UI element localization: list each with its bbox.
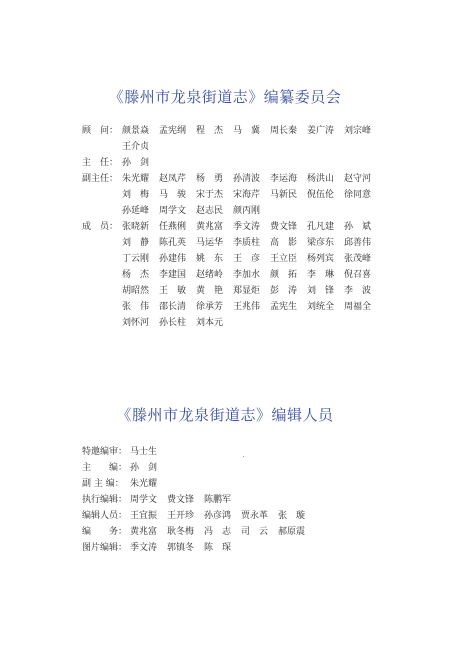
role-label: 图片编辑： [82, 543, 128, 553]
role-row [82, 540, 400, 556]
names-group [130, 524, 400, 540]
person-name: 张 璇 [278, 511, 306, 521]
role-row [82, 524, 400, 540]
person-name: 赵绪岭 [196, 270, 224, 280]
person-name: 赵凤芹 [159, 174, 187, 184]
person-name: 王宜振 [130, 511, 158, 521]
person-name: 王开珍 [167, 511, 195, 521]
person-name: 李建国 [159, 270, 187, 280]
role-label: 成 员： [82, 222, 119, 232]
person-name: 孟宪生 [270, 302, 298, 312]
person-name: 孔凡建 [307, 222, 335, 232]
person-name: 刘怀河 [122, 318, 150, 328]
staff-list [82, 444, 400, 556]
role-row [82, 155, 382, 171]
role-label: 主 编： [82, 463, 128, 473]
person-name: 杨 杰 [122, 270, 150, 280]
person-name: 孙建伟 [159, 254, 187, 264]
person-name: 颜丙刚 [233, 206, 261, 216]
person-name: 陈孔英 [159, 238, 187, 248]
person-name: 刘 梅 [122, 190, 150, 200]
role-row [82, 444, 400, 460]
person-name: 季文涛 [130, 543, 158, 553]
person-name: 邱善伟 [344, 238, 372, 248]
role-row [82, 476, 400, 492]
person-name: 贾永革 [241, 511, 269, 521]
role-row [82, 492, 400, 508]
person-name: 杨洪山 [307, 174, 335, 184]
role-label: 主 任： [82, 158, 119, 168]
person-name: 颜 拓 [270, 270, 298, 280]
person-name: 徐承芳 [196, 302, 224, 312]
person-name: 孙延峰 [122, 206, 150, 216]
role-label: 顾 问： [82, 126, 119, 136]
role-label: 副 主 编： [82, 479, 124, 489]
person-name: 张 伟 [122, 302, 150, 312]
person-name: 季文涛 [233, 222, 261, 232]
person-name: 周长秦 [270, 126, 298, 136]
person-name: 刘 静 [122, 238, 150, 248]
person-name: 朱光耀 [122, 174, 150, 184]
person-name: 杨 勇 [196, 174, 224, 184]
person-name: 费文锋 [270, 222, 298, 232]
person-name: 张晓新 [122, 222, 150, 232]
person-name: 陈 琛 [204, 543, 232, 553]
person-name: 宋于杰 [196, 190, 224, 200]
names-group [130, 444, 400, 460]
role-row [82, 123, 382, 155]
person-name: 丁云刚 [122, 254, 150, 264]
person-name: 冯 志 [204, 527, 232, 537]
person-name: 马 骏 [159, 190, 187, 200]
person-name: 张茂峰 [344, 254, 372, 264]
person-name: 倪召喜 [344, 270, 372, 280]
person-name: 梁彦东 [307, 238, 335, 248]
person-name: 周学文 [130, 495, 158, 505]
names-group [122, 123, 382, 155]
role-row [82, 219, 382, 331]
person-name: 高 影 [270, 238, 298, 248]
person-name: 李 琳 [307, 270, 335, 280]
person-name: 黄 艳 [196, 286, 224, 296]
person-name: 郑显炬 [233, 286, 261, 296]
role-label: 编 务： [82, 527, 128, 537]
role-label: 副主任： [82, 174, 119, 184]
person-name: 周学文 [159, 206, 187, 216]
committee-title: 《滕州市龙泉街道志》编纂委员会 [108, 88, 342, 106]
person-name: 孙 剑 [130, 463, 158, 473]
role-label: 执行编辑： [82, 495, 128, 505]
person-name: 孙 剑 [122, 158, 150, 168]
person-name: 徐同意 [344, 190, 372, 200]
person-name: 孙清波 [233, 174, 261, 184]
person-name: 姜广涛 [307, 126, 335, 136]
names-group [122, 171, 382, 219]
person-name: 王兆伟 [233, 302, 261, 312]
person-name: 李加水 [233, 270, 261, 280]
person-name: 孙 斌 [344, 222, 372, 232]
person-name: 王 敏 [159, 286, 187, 296]
names-group [130, 460, 400, 476]
person-name: 刘宗峰 [344, 126, 372, 136]
person-name: 赵守河 [344, 174, 372, 184]
person-name: 孙长柱 [159, 318, 187, 328]
role-row [82, 460, 400, 476]
role-row [82, 508, 400, 524]
person-name: 郭镇冬 [167, 543, 195, 553]
person-name: 王 彦 [233, 254, 261, 264]
person-name: 李运海 [270, 174, 298, 184]
person-name: 任燕俐 [159, 222, 187, 232]
names-group [122, 155, 382, 171]
person-name: 马士生 [130, 447, 158, 457]
person-name: 陈鹏军 [204, 495, 232, 505]
names-group [130, 508, 400, 524]
person-name: 马 冀 [233, 126, 261, 136]
names-group [130, 540, 400, 556]
person-name: 周福全 [344, 302, 372, 312]
person-name: 费文锋 [167, 495, 195, 505]
person-name: 姚 东 [196, 254, 224, 264]
role-label: 编辑人员： [82, 511, 128, 521]
person-name: 郝原震 [278, 527, 306, 537]
person-name: 王立臣 [270, 254, 298, 264]
person-name: 赵志民 [196, 206, 224, 216]
person-name: 李质柱 [233, 238, 261, 248]
person-name: 孟宪纲 [159, 126, 187, 136]
person-name: 刘 锋 [307, 286, 335, 296]
committee-list [82, 123, 382, 331]
person-name: 朱光耀 [130, 479, 158, 489]
person-name: 马新民 [270, 190, 298, 200]
person-name: 刘本元 [196, 318, 224, 328]
person-name: 刘统全 [307, 302, 335, 312]
role-label: 特邀编审： [82, 447, 128, 457]
person-name: 邵长清 [159, 302, 187, 312]
person-name: 彭 涛 [270, 286, 298, 296]
person-name: 马运华 [196, 238, 224, 248]
person-name: 耿冬梅 [167, 527, 195, 537]
person-name: 王介贞 [122, 142, 150, 152]
person-name: 黄兆富 [130, 527, 158, 537]
person-name: 程 杰 [196, 126, 224, 136]
names-group [130, 476, 400, 492]
person-name: 杨列宾 [307, 254, 335, 264]
person-name: 胡昭然 [122, 286, 150, 296]
stray-dot [243, 456, 244, 457]
person-name: 倪伍伦 [307, 190, 335, 200]
person-name: 司 云 [241, 527, 269, 537]
person-name: 孙彦鸿 [204, 511, 232, 521]
role-row [82, 171, 382, 219]
person-name: 黄兆富 [196, 222, 224, 232]
staff-title: 《滕州市龙泉街道志》编辑人员 [116, 406, 334, 424]
person-name: 李 波 [344, 286, 372, 296]
names-group [130, 492, 400, 508]
person-name: 颜景焱 [122, 126, 150, 136]
names-group [122, 219, 382, 331]
person-name: 宋海芹 [233, 190, 261, 200]
